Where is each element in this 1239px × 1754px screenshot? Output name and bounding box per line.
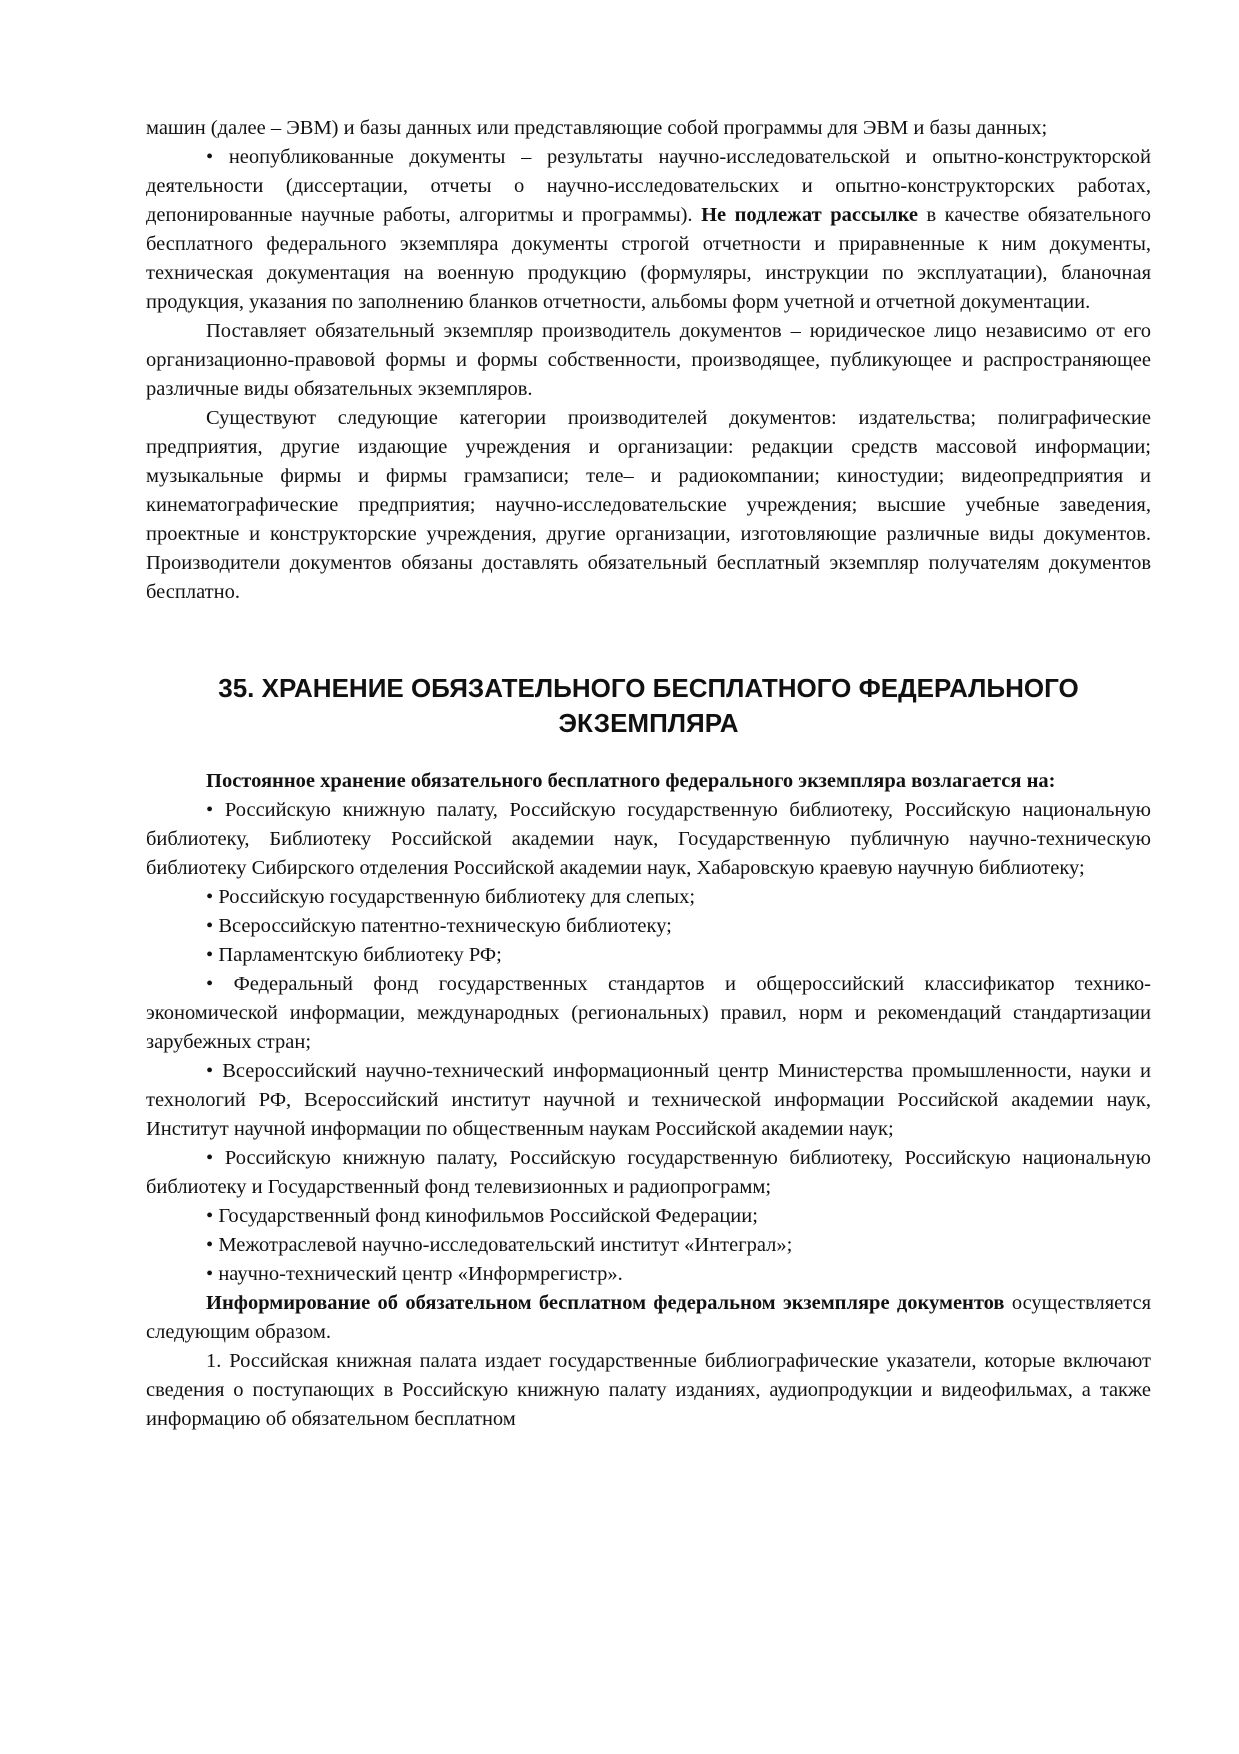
heading-line-2: ЭКЗЕМПЛЯРА — [558, 708, 739, 738]
paragraph-rest: в качестве обязательного бесплатного федерального экземпляра документы строгой отчетности и приравненные к ним документы, техническая документация на военную продукцию (формуляры, инструкции по эксплуатации), бланочная продукция, указания по заполнению бланков отчетности, альбомы форм учетной и отчетной документации. — [146, 204, 1152, 313]
paragraph-supplier: Поставляет обязательный экземпляр производитель документов – юридическое лицо независимо от его организационно-правовой формы и формы собственности, производящее, публикующее и распространяющее различные виды обязательных экземпляров. — [146, 320, 1151, 400]
list-item: • Российскую книжную палату, Российскую государственную библиотеку, Российскую национальную библиотеку, Библиотеку Российской академии наук, Государственную публичную научно-техническую библиотеку Сибирского отделения Российской академии наук, Хабаровскую краевую научную библиотеку; — [146, 796, 1151, 883]
bold-phrase: Не подлежат рассылке — [701, 204, 918, 226]
paragraph-continuation: машин (далее – ЭВМ) и базы данных или представляющие собой программы для ЭВМ и базы данных; — [146, 117, 1048, 139]
paragraph-producers: Существуют следующие категории производителей документов: издательства; полиграфические предприятия, другие издающие учреждения и организации: редакции средств массовой информации; музыкальные фирмы и фирмы грамзаписи; теле– и радиокомпании; киностудии; видеопредприятия и кинематографические предприятия; научно-исследовательские учреждения; высшие учебные заведения, проектные и конструкторские учреждения, другие организации, изготовляющие различные виды документов. Производители документов обязаны доставлять обязательный бесплатный экземпляр получателям документов бесплатно. — [146, 407, 1151, 603]
list-item: • Федеральный фонд государственных стандартов и общероссийский классификатор технико-экономической информации, международных (региональных) правил, норм и рекомендаций стандартизации зарубежных стран; — [146, 970, 1151, 1057]
list-item: • Государственный фонд кинофильмов Российской Федерации; — [146, 1202, 1151, 1231]
list-item: • Российскую государственную библиотеку для слепых; — [146, 883, 1151, 912]
paragraph-book-chamber: 1. Российская книжная палата издает государственные библиографические указатели, которые включают сведения о поступающих в Российскую книжную палату изданиях, аудиопродукции и видеофильмах, а также информацию об обязательном бесплатном — [146, 1350, 1151, 1430]
paragraph-unpublished-documents — [146, 143, 1151, 317]
list-item: • Парламентскую библиотеку РФ; — [146, 941, 1151, 970]
heading-line-1: 35. ХРАНЕНИЕ ОБЯЗАТЕЛЬНОГО БЕСПЛАТНОГО ФЕДЕРАЛЬНОГО — [218, 673, 1079, 703]
list-item: • научно-технический центр «Информрегистр». — [146, 1260, 1151, 1289]
document-page — [146, 114, 1151, 1434]
section-heading — [146, 671, 1151, 741]
bullet-text: • неопубликованные документы – результаты научно-исследовательской и опытно-конструкторской деятельности (диссертации, отчеты о научно-исследовательских и опытно-конструкторских работах, депонированные научные работы, алгоритмы и программы). — [146, 146, 1151, 226]
list-item: • Всероссийскую патентно-техническую библиотеку; — [146, 912, 1151, 941]
list-item: • Всероссийский научно-технический информационный центр Министерства промышленности, науки и технологий РФ, Всероссийский институт научной и технической информации Российской академии наук, Институт научной информации по общественным наукам Российской академии наук; — [146, 1057, 1151, 1144]
paragraph-informing — [146, 1289, 1151, 1347]
paragraph-rest: осуществляется следующим образом. — [146, 1292, 1152, 1343]
list-item: • Межотраслевой научно-исследовательский институт «Интеграл»; — [146, 1231, 1151, 1260]
bold-phrase: Информирование об обязательном бесплатном федеральном экземпляре документов — [206, 1292, 1005, 1314]
list-item: • Российскую книжную палату, Российскую государственную библиотеку, Российскую национальную библиотеку и Государственный фонд телевизионных и радиопрограмм; — [146, 1144, 1151, 1202]
paragraph-storage-intro: Постоянное хранение обязательного бесплатного федерального экземпляра возлагается на: — [206, 770, 1056, 792]
